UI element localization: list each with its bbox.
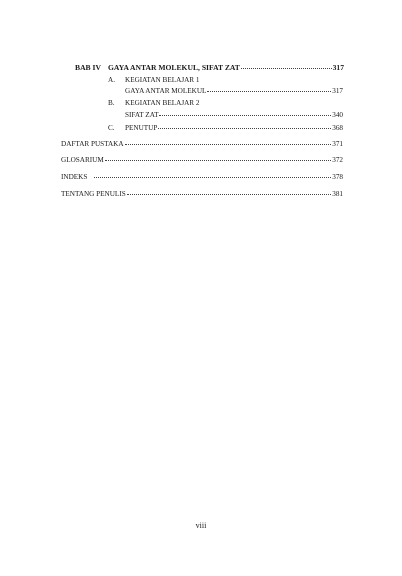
leader-dots [125,143,332,145]
leader-dots [207,90,331,92]
item-letter-c: C. [108,124,115,132]
toc-entry-glosarium[interactable] [61,155,343,165]
toc-entry-c[interactable] [125,123,343,133]
entry-title: SIFAT ZAT [125,111,159,119]
item-letter-a: A. [108,76,115,84]
toc-entry-tentang-penulis[interactable] [61,189,343,199]
leader-dots [159,114,331,116]
toc-subheading-a: KEGIATAN BELAJAR 1 [125,76,200,84]
toc-entry-daftar-pustaka[interactable] [61,139,343,149]
toc-entry-indeks[interactable] [61,172,343,182]
entry-title: PENUTUP [125,124,158,132]
chapter-label: BAB IV [75,63,101,72]
entry-title: DAFTAR PUSTAKA [61,140,124,148]
toc-entry-b[interactable] [125,110,343,120]
entry-title: TENTANG PENULIS [61,190,126,198]
entry-title: GLOSARIUM [61,156,104,164]
toc-entry-bab4[interactable] [108,63,344,73]
leader-dots [158,127,331,129]
page-number: 368 [332,124,343,132]
page-number: 381 [332,190,343,198]
item-letter-b: B. [108,99,115,107]
entry-title: GAYA ANTAR MOLEKUL [125,87,207,95]
page-number: 317 [332,63,344,72]
page-number: 372 [332,156,343,164]
entry-title: INDEKS [61,173,88,181]
leader-dots [94,176,331,178]
toc-entry-a[interactable] [125,86,343,96]
page-number: 378 [332,173,343,181]
page-footer-number: viii [195,521,207,530]
leader-dots [105,159,331,161]
page-number: 371 [332,140,343,148]
page-number: 340 [332,111,343,119]
leader-dots [127,193,332,195]
leader-dots [241,67,332,69]
chapter-title: GAYA ANTAR MOLEKUL, SIFAT ZAT [108,63,240,72]
page-number: 317 [332,87,343,95]
toc-subheading-b: KEGIATAN BELAJAR 2 [125,99,200,107]
